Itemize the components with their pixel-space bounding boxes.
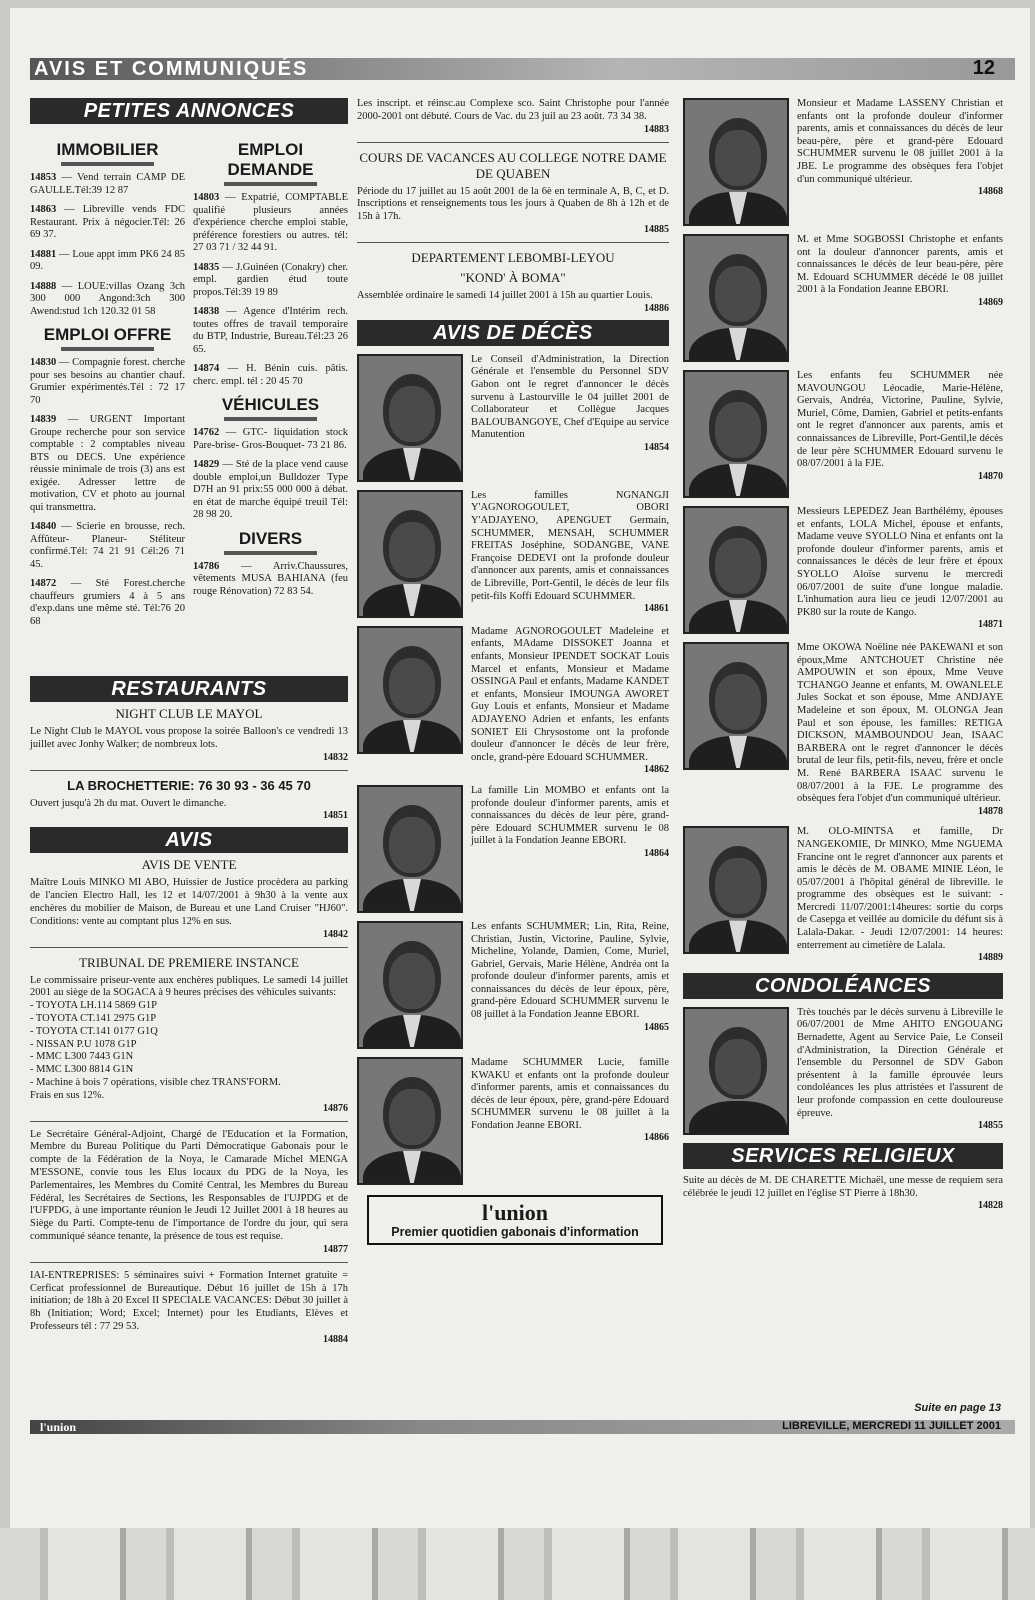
portrait-photo xyxy=(683,234,789,362)
column-classifieds xyxy=(30,98,348,124)
obituary-text: Madame SCHUMMER Lucie, famille KWAKU et enfants ont la profonde douleur d'informer parents, amis et connaissances du décès de leur époux, père, grand-père Edouard SCHUMMER survenu le 08 juillet à la Fondation Jeanne EBORI. 14866 xyxy=(471,1056,669,1144)
portrait-photo xyxy=(357,626,463,754)
footer-brand: l'union xyxy=(40,1420,77,1434)
obituary-text: Messieurs LEPEDEZ Jean Barthélémy, épouses et enfants, LOLA Michel, épouse et enfants, Madame veuve SYOLLO Nina et enfants ont la profonde douleur d'informer parents, amis et connaissances le décès de leur frère et époux SYOLLO Aloïse survenu le mercredi 06/07/2001 de suite d'une longue maladie. L'inhumation aura lieu ce jeudi 12/07/2001 au PK80 sur la route de Kango. 14871 xyxy=(797,506,1003,631)
classified-ad xyxy=(193,427,348,452)
ad-reference: 14842 xyxy=(323,928,348,940)
ad-reference: 14851 xyxy=(323,810,348,822)
column-right xyxy=(683,98,1003,1211)
school-notice-text: Les inscript. et réinsc.au Complexe sco. Saint Christophe pour l'année 2000-2001 ont débuté. Cours de Vac. du 23 juil au 23 août. 73 34 38. xyxy=(357,98,669,122)
list-line: - MMC L300 7443 G1N xyxy=(30,1051,134,1063)
obituary-text: La famille Lin MOMBO et enfants ont la profonde douleur d'informer parents, amis et connaissances du décès de leur père, grand-père Edouard SCHUMMER survenu le 08 juillet à la Fondation Jeanne EBORI. 14864 xyxy=(471,784,669,859)
condoleances-item xyxy=(683,1007,1003,1135)
divider xyxy=(61,347,154,351)
ad-reference: 14889 xyxy=(978,952,1003,964)
obituary-text: M. OLO-MINTSA et famille, Dr NANGEKOMIE, Dr MINKO, Mme NGUEMA Francine ont le regret d'annoncer aux parents et amis le décès de M. OBAME MINIE Léon, le 05/07/2001 à l'hôpital général de libreville. le programme des obsèques est le suivant: - Mercredi 11/07/2001:14heures: sortie du corps de Casepga et veillée au domicile du défunt sis à Lalala-Dakar. - Jeudi 12/07/2001: 14 heures: enterrement au cimetière de Lalala. 14889 xyxy=(797,826,1003,964)
list-line: - TOYOTA CT.141 2975 G1P xyxy=(30,1012,157,1024)
ad-reference: 14868 xyxy=(978,186,1003,198)
column-center xyxy=(357,98,669,1245)
ad-text: — LOUE:villas Ozang 3ch 300 000 Angond:3ch 300 Awend:stud 1ch 120.32 01 58 xyxy=(30,280,185,317)
avis-banner: AVIS xyxy=(30,827,348,853)
union-logo-box xyxy=(367,1195,663,1245)
divider xyxy=(30,947,348,948)
ad-reference: 14835 xyxy=(193,261,220,273)
portrait-photo xyxy=(357,785,463,913)
ad-text: — Compagnie forest. cherche pour ses besoins au chantier chauf. Grumier expérimentés.Tél : 72 17 70 xyxy=(30,357,185,406)
pdg-notice-text: Le Secrétaire Général-Adjoint, Chargé de l'Education et la Formation, Membre du Bureau Politique du Parti Démocratique Gabonais pour le compte de la Fédération de la Noya, le Camarade Michel MENGA M'ESSONE, convie tous les Elus locaux du PDG de la Noya, les Parlementaires, les Membres du Comité Central, les Membres du Bureau Fédéral, les Secrétaires de Sections, les Responsables de l'UJPDG et de l'UFPDG, à une importante réunion le Jeudi 12 Juillet 2001 à 18 heures au Siège du Parti. Compte-tenu de l'importance de l'ordre du jour, qui sera communiqué séance tenante, la présence de tous est requise. xyxy=(30,1128,348,1242)
classified-ad xyxy=(193,459,348,522)
emploi-offre-list xyxy=(30,357,185,628)
ad-reference: 14863 xyxy=(30,204,57,215)
portrait-photo xyxy=(683,506,789,634)
classified-ad xyxy=(30,521,185,571)
obituary-item xyxy=(357,1057,669,1185)
divider xyxy=(30,1262,348,1263)
ad-reference: 14888 xyxy=(30,280,57,292)
emploi-demande-list xyxy=(193,192,348,388)
classified-ad xyxy=(30,249,185,274)
table-background xyxy=(0,1528,1035,1600)
departement-text: Assemblée ordinaire le samedi 14 juillet 2001 à 15h au quartier Louis. xyxy=(357,289,653,301)
iai-notice-text: IAI-ENTREPRISES: 5 séminaires suivi + Formation Internet gratuite = Cerficat professionnel de Bureautique. Début 16 juillet de 15h à 17h initiation; de 18h à 20 Excel II SPECIALE VACANCES: Début 30 juillet à 8h (Initiation; Word; Excel; Internet) pour les Etudiants, Elèves et Professeurs tél : 77 29 53. xyxy=(30,1269,348,1332)
footer-date: LIBREVILLE, MERCREDI 11 JUILLET 2001 xyxy=(782,1420,1001,1432)
cours-vacances-title: COURS DE VACANCES AU COLLEGE NOTRE DAME DE QUABEN xyxy=(359,149,667,181)
departement-subtitle: "KOND' À BOMA" xyxy=(460,269,566,285)
obituary-item xyxy=(357,490,669,618)
ad-reference: 14878 xyxy=(978,805,1003,817)
ad-text: — H. Bénin cuis. pâtis. cherc. empl. tél : 20 45 70 xyxy=(193,363,348,387)
ad-reference: 14886 xyxy=(644,302,669,314)
classified-ad xyxy=(30,204,185,242)
ad-reference: 14839 xyxy=(30,414,57,425)
condoleances-text: Très touchés par le décès survenu à Libreville le 06/07/2001 de Mme AHITO ENGOUANG Bernadette, Agent au Service Paie, Le Conseil d'Administration, la Direction Générale et l'ensemble du Personnel de SDV Gabon présentent à la famille éprouvée leurs condoléances les plus attristées et l'assurent de leur profonde compassion en cette douloureuse épreuve. 14855 xyxy=(797,1006,1003,1132)
classified-ad xyxy=(193,363,348,388)
restaurants-banner: RESTAURANTS xyxy=(30,676,348,702)
ad-reference: 14885 xyxy=(644,223,669,235)
classified-ad xyxy=(193,561,348,599)
emploi-demande-heading: EMPLOI DEMANDE xyxy=(227,140,314,179)
classified-ad xyxy=(30,281,185,319)
obituary-item xyxy=(683,370,1003,498)
page-number: 12 xyxy=(972,57,995,79)
avis-vente-text: Maître Louis MINKO MI ABO, Huissier de Justice procèdera au parking de l'ancien Electro Hall, les 12 et 14/07/2001 à 9h30 à la vente aux enchères du mobilier de Maison, de Bureau et une Land Cruiser "HJ60". Conditions: vente au comptant plus 12% en sus. xyxy=(30,877,348,927)
portrait-photo xyxy=(357,354,463,482)
classified-ad xyxy=(30,578,185,628)
ad-text: — Scierie en brousse, rech. Affûteur- Planeur- Stéliteur confirmé.Tél: 74 21 91 Cél:26 71 45. xyxy=(30,521,185,570)
ad-reference: 14874 xyxy=(193,363,220,374)
ad-text: — Libreville vends FDC Restaurant. Prix à négocier.Tél: 26 69 37. xyxy=(30,204,185,240)
portrait-photo xyxy=(683,98,789,226)
ad-reference: 14832 xyxy=(323,751,348,763)
ad-reference: 14871 xyxy=(978,619,1003,631)
ad-reference: 14864 xyxy=(644,847,669,859)
vehicules-list xyxy=(193,427,348,522)
obituary-text: Le Conseil d'Administration, la Direction Générale et l'ensemble du Personnel SDV Gabon ont le regret d'annoncer le décès survenu à Lastourville le 04 juillet 2001 de Collaborateur et Collègue Jacques BALOUBANGOYE, Chef d'Equipe au service Manutention 14854 xyxy=(471,353,669,453)
divider xyxy=(224,417,317,421)
ad-reference: 14830 xyxy=(30,357,57,368)
deces-list xyxy=(357,354,669,1185)
divider xyxy=(61,162,154,166)
divider xyxy=(357,242,669,243)
union-tagline: Premier quotidien gabonais d'information xyxy=(391,1224,639,1239)
immobilier-list xyxy=(30,172,185,318)
ad-reference: 14883 xyxy=(644,123,669,135)
ad-text: — URGENT Important Groupe recherche pour son service comptable : 2 comptables niveau BTS ou DECS. Une expérience réussie minimale de trois (3) ans est exigée. Adresser lettre de motivation, CV et photo au journal qui transmettra. xyxy=(30,414,185,513)
night-club-title: NIGHT CLUB LE MAYOL xyxy=(115,706,263,721)
obituary-text: Les enfants feu SCHUMMER née MAVOUNGOU Léocadie, Marie-Hélène, Gervais, Andréa, Victorine, Pauline, Sylvie, Muriel, Côme, Damien, Gabriel et petits-enfants ont le regret d'annoncer aux parents, amis et connaissances de Libreville, Port-Gentil,le décès de leur père SCHUMMER Edouard survenu le 08/07/2001 à la FJE. 14870 xyxy=(797,370,1003,482)
ad-reference: 14872 xyxy=(30,578,57,589)
deces-list-right xyxy=(683,98,1003,965)
night-club-text: Le Night Club le MAYOL vous propose la soirée Balloon's ce vendredi 13 juillet avec Jonhy Walker; de nombreux lots. xyxy=(30,726,348,750)
immobilier-heading: IMMOBILIER xyxy=(56,140,159,159)
obituary-text: M. et Mme SOGBOSSI Christophe et enfants ont la douleur d'annoncer parents, amis et connaissances le décès de leur beau-père, père M. Edouard SCHUMMER décédé le 08 juillet 2001 à la Fondation Jeanne EBORI. 14869 xyxy=(797,234,1003,308)
divers-heading: DIVERS xyxy=(238,528,303,548)
ad-reference: 14862 xyxy=(644,764,669,776)
obituary-item xyxy=(683,642,1003,818)
ad-reference: 14840 xyxy=(30,521,57,532)
list-line: - NISSAN P.U 1078 G1P xyxy=(30,1038,137,1050)
divider xyxy=(30,770,348,771)
divider xyxy=(224,551,317,555)
brochetterie-title: LA BROCHETTERIE: 76 30 93 - 36 45 70 xyxy=(67,777,311,793)
portrait-photo xyxy=(683,642,789,770)
ad-reference: 14828 xyxy=(978,1200,1003,1212)
ad-text: — Vend terrain CAMP DE GAULLE.Tél:39 12 87 xyxy=(30,172,185,196)
portrait-photo xyxy=(683,370,789,498)
brochetterie-text: Ouvert jusqu'à 2h du mat. Ouvert le dimanche. xyxy=(30,797,227,809)
portrait-photo xyxy=(357,490,463,618)
ad-text: — Agence d'Intérim rech. toutes offres de travail temporaire du BTP, Industrie, Bureau.Tél:23 26 65. xyxy=(193,306,348,355)
classified-ad xyxy=(193,306,348,356)
ad-text: — Sté Forest.cherche chauffeurs grumiers 4 à 5 ans d'exp.dans une même sté. Tél:76 20 68 xyxy=(30,578,185,627)
emploi-offre-heading: EMPLOI OFFRE xyxy=(43,325,172,344)
portrait-photo xyxy=(357,1057,463,1185)
obituary-item xyxy=(683,98,1003,226)
services-religieux-banner: SERVICES RELIGIEUX xyxy=(683,1143,1003,1169)
classified-ad xyxy=(30,414,185,514)
portrait-photo xyxy=(683,1007,789,1135)
ad-reference: 14869 xyxy=(978,296,1003,308)
classified-ad xyxy=(30,172,185,197)
classified-ad xyxy=(193,192,348,255)
column-restaurants-avis xyxy=(30,676,348,1345)
avis-vente-title: AVIS DE VENTE xyxy=(141,857,237,873)
ad-reference: 14786 xyxy=(193,560,220,572)
obituary-item xyxy=(357,921,669,1049)
list-line: - TOYOTA CT.141 0177 G1Q xyxy=(30,1025,158,1037)
ad-reference: 14876 xyxy=(323,1102,348,1114)
section-title: AVIS ET COMMUNIQUÉS xyxy=(34,58,309,80)
obituary-item xyxy=(683,826,1003,965)
classifieds-left-subcolumn xyxy=(30,140,185,635)
union-logo: l'union xyxy=(481,1199,549,1225)
ad-reference: 14853 xyxy=(30,172,57,183)
obituary-text: Monsieur et Madame LASSENY Christian et enfants ont la profonde douleur d'informer parents, amis et connaissances du décès de leur beau-père, père et grand-père Edouard SCHUMMER survenu le 08 juillet 2001 à la JBE. Le programme des obsèques fera l'objet d'un communiqué ultérieur. 14868 xyxy=(797,98,1003,198)
cours-vacances-text: Période du 17 juillet au 15 août 2001 de la 6è en terminale A, B, C, et D. Inscriptions et renseignements tous les jours à Quaben de 8h à 12h et de 15h à 17h. xyxy=(357,185,669,223)
classifieds-right-subcolumn xyxy=(193,140,348,605)
obituary-text: Madame AGNOROGOULET Madeleine et enfants, MAdame DISSOKET Joanna et enfants, Monsieur IPENDET SOCKAT Louis Marcel et enfants, Monsieur et Madame OSSINGA Paul et enfants, Madame KANDET et enfants, Monsieur IMOUNGA AWORET Guy Louis et enfants, Monsieur et Madame ADJAYENO Adrien et enfants, les enfants SONIET Eli Chrysostome ont la profonde douleur d'annoncer le décès de leur frère, oncle, grand-père Edouard SCHUMMER. 14862 xyxy=(471,625,669,776)
ad-text: — Arriv.Chaussures, vêtements MUSA BAHIANA (feu rouge Rénovation) 72 83 54. xyxy=(193,560,348,597)
obituary-item xyxy=(683,506,1003,634)
portrait-photo xyxy=(357,921,463,1049)
list-line: - TOYOTA LH.114 5869 G1P xyxy=(30,1000,158,1012)
list-line: - MMC L300 8814 G1N xyxy=(30,1064,134,1076)
ad-reference: 14865 xyxy=(644,1021,669,1033)
obituary-text: Les enfants SCHUMMER; Lin, Rita, Reine, Christian, Justin, Victorine, Pauline, Sylvie, Micheline, Yolande, Damien, Come, Muriel, Gabriel, Gervais, Marie Hélène, Andréa ont la profonde douleur d'informer parents, amis et connaissances du décès de leur époux, père, grand-père Edouard SCHUMMER survenu le 08 juillet à la Fondation Jeanne EBORI. 14865 xyxy=(471,920,669,1033)
departement-title: DEPARTEMENT LEBOMBI-LEYOU xyxy=(411,249,615,265)
ad-reference: 14762 xyxy=(193,427,220,438)
obituary-item xyxy=(357,354,669,482)
ad-text: — Sté de la place vend cause double emploi,un Bulldozer Type D7H an 91 prix:55 000 000 à débat. en état de marche équipé treuil Tél: 28 98 20. xyxy=(193,459,348,520)
classified-ad xyxy=(30,357,185,407)
ad-reference: 14838 xyxy=(193,306,220,317)
continued-note: Suite en page 13 xyxy=(914,1402,1001,1414)
ad-reference: 14870 xyxy=(978,470,1003,482)
services-religieux-text: Suite au décès de M. DE CHARETTE Michaël, une messe de requiem sera célébrée le jeudi 12 juillet en l'église ST Pierre à 18h30. xyxy=(683,1174,1003,1199)
ad-reference: 14855 xyxy=(978,1120,1003,1132)
ad-reference: 14881 xyxy=(30,248,57,260)
obituary-item xyxy=(683,234,1003,362)
list-line: Frais en sus 12%. xyxy=(30,1089,105,1101)
tribunal-text: Le commissaire priseur-vente aux enchères publiques. Le samedi 14 juillet 2001 au siège de la SOGACA à 9 heures précises des véhicules suivants: xyxy=(30,974,348,999)
obituary-item xyxy=(357,626,669,777)
divers-list xyxy=(193,561,348,599)
petites-annonces-banner: PETITES ANNONCES xyxy=(30,98,348,124)
tribunal-title: TRIBUNAL DE PREMIERE INSTANCE xyxy=(79,954,299,970)
classified-ad xyxy=(193,262,348,300)
ad-reference: 14884 xyxy=(323,1333,348,1345)
ad-text: — Expatrié, COMPTABLE qualifié plusieurs années d'expérience cherche emploi stable, préférence forestiers ou autres. tél: 27 03 71 / 32 44 91. xyxy=(193,192,348,253)
tribunal-vehicle-list xyxy=(30,1000,348,1102)
condoleances-banner: CONDOLÉANCES xyxy=(683,973,1003,999)
ad-reference: 14829 xyxy=(193,459,220,470)
obituary-item xyxy=(357,785,669,913)
obituary-text: Les familles NGNANGJI Y'AGNOROGOULET, OBORI Y'ADJAYENO, APENGUET Germain, SCHUMMER, MENSAH, SCHUMMER FREITAS Joséphine, SODANGBE, VANE Françoise DEDEVI ont la profonde douleur d'annoncer aux parents, amis et connaissances de Libreville, Port-Gentil, le décès de leur fils petit-fils Koffi Edouard SCUHMMER. 14861 xyxy=(471,489,669,615)
vehicules-heading: VÉHICULES xyxy=(221,395,320,414)
divider xyxy=(30,1121,348,1122)
list-line: - Machine à bois 7 opérations, visible chez TRANS'FORM. xyxy=(30,1076,281,1088)
obituary-text: Mme OKOWA Noëline née PAKEWANI et son époux,Mme ANTCHOUET Christine née AMPOUWIN et son époux, Mme Veuve TCHANGO Jeanne et enfants, M. OWANLELE Jules Sockat et son épouse, Mme ANDJAYE Madeleine et son époux, M. OLONGA Jean Paul et son épouse, les familles: RETIGA DICKSON, MAMBOUNDOU Jean, ISAAC BARBERA ont le regret d'annoncer le décès brutal de leur fils, petit-fils, neveu, frère et oncle M. René BARBERA ISAAC survenu le 08/07/2001 à la FJE. Le programme des obsèques fera l'objet d'un communiqué ultérieur. 14878 xyxy=(797,642,1003,817)
ad-reference: 14877 xyxy=(323,1243,348,1255)
ad-reference: 14861 xyxy=(644,603,669,615)
avis-deces-banner: AVIS DE DÉCÈS xyxy=(357,320,669,346)
ad-reference: 14866 xyxy=(644,1132,669,1144)
divider xyxy=(224,182,317,186)
ad-text: — GTC- liquidation stock Pare-brise- Gros-Bouquet- 73 21 86. xyxy=(193,427,348,451)
portrait-photo xyxy=(683,826,789,954)
ad-text: — J.Guinéen (Conakry) cher. empl. gardien étud toute propos.Tél:39 19 89 xyxy=(193,261,348,298)
ad-reference: 14854 xyxy=(644,441,669,453)
divider xyxy=(357,142,669,143)
ad-text: — Loue appt imm PK6 24 85 09. xyxy=(30,248,185,272)
ad-reference: 14803 xyxy=(193,192,220,203)
